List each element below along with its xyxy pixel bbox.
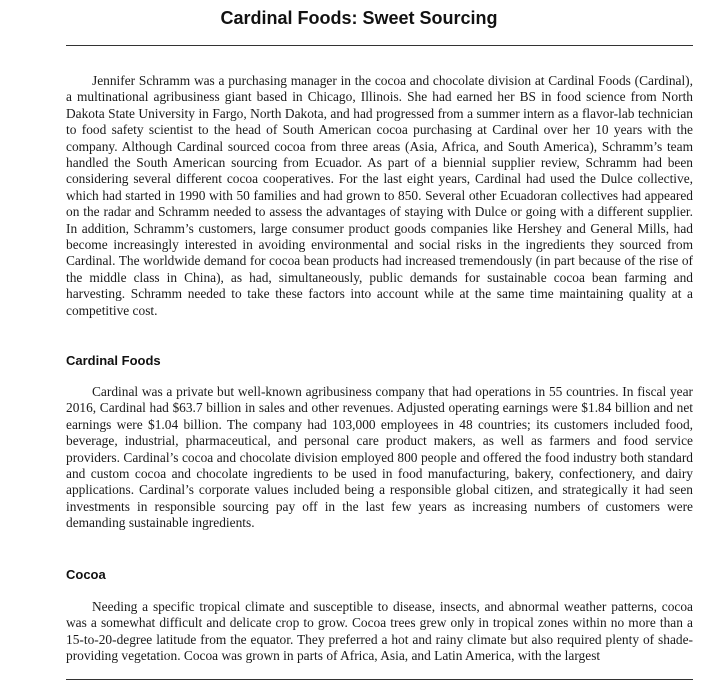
intro-paragraph: Jennifer Schramm was a purchasing manager in the cocoa and chocolate division at Cardinal Foods (Cardinal), a multinational agribusiness giant based in Chicago, Illinois. She had earned her BS in food science from North Dakota State University in Fargo, North Dakota, and had progressed from a summer intern as a flavor-lab technician to food safety scientist to the head of South American cocoa purchasing at Cardinal over her 10 years with the company. Although Cardinal sourced cocoa from three areas (Asia, Africa, and South America), Schramm’s team handled the South American sourcing from Ecuador. As part of a biennial supplier review, Schramm had been considering several different cocoa cooperatives. For the last eight years, Cardinal had used the Dulce collective, which had started in 1990 with 50 families and had grown to 850. Several other Ecuadoran collectives had appeared on the radar and Schramm needed to assess the advantages of staying with Dulce or going with a different supplier. In addition, Schramm’s customers, large consumer product goods companies like Hershey and General Mills, had become increasingly interested in avoiding environmental and social risks in the ingredients they sourced from Cardinal. The worldwide demand for cocoa bean products had increased tremendously (in part because of the rise of the middle class in China), as had, simultaneously, public demands for sustainable cocoa bean farming and harvesting. Schramm needed to take these factors into account while at the same time maintaining quality at a competitive cost. [66,73,693,318]
section-heading-cardinal-foods: Cardinal Foods [66,353,161,368]
cocoa-paragraph: Needing a specific tropical climate and susceptible to disease, insects, and abnormal weather patterns, cocoa was a somewhat difficult and delicate crop to grow. Cocoa trees grew only in tropical zones within no more than a 15-to-20-degree latitude from the equator. They preferred a hot and rainy climate but also required plenty of shade-providing vegetation. Cocoa was grown in parts of Africa, Asia, and Latin America, with the largest [66,599,693,664]
cardinal-foods-paragraph: Cardinal was a private but well-known agribusiness company that had operations in 55 countries. In fiscal year 2016, Cardinal had $63.7 billion in sales and other revenues. Adjusted operating earnings were $1.84 billion and net earnings were $1.04 billion. The company had 103,000 employees in 48 countries; its customers included food, beverage, industrial, pharmaceutical, and personal care product makers, as well as farmers and food service providers. Cardinal’s cocoa and chocolate division employed 800 people and offered the food industry both standard and custom cocoa and chocolate ingredients to be used in food manufacturing, bakery, confectionery, and dairy applications. Cardinal’s corporate values included being a responsible global citizen, and strategically it had seen investments in responsible sourcing pay off in the last few years as increasing numbers of customers were demanding sustainable ingredients. [66,384,693,531]
top-divider [66,45,693,46]
bottom-divider [66,679,693,680]
page-title: Cardinal Foods: Sweet Sourcing [220,8,498,28]
section-heading-cocoa: Cocoa [66,567,106,582]
